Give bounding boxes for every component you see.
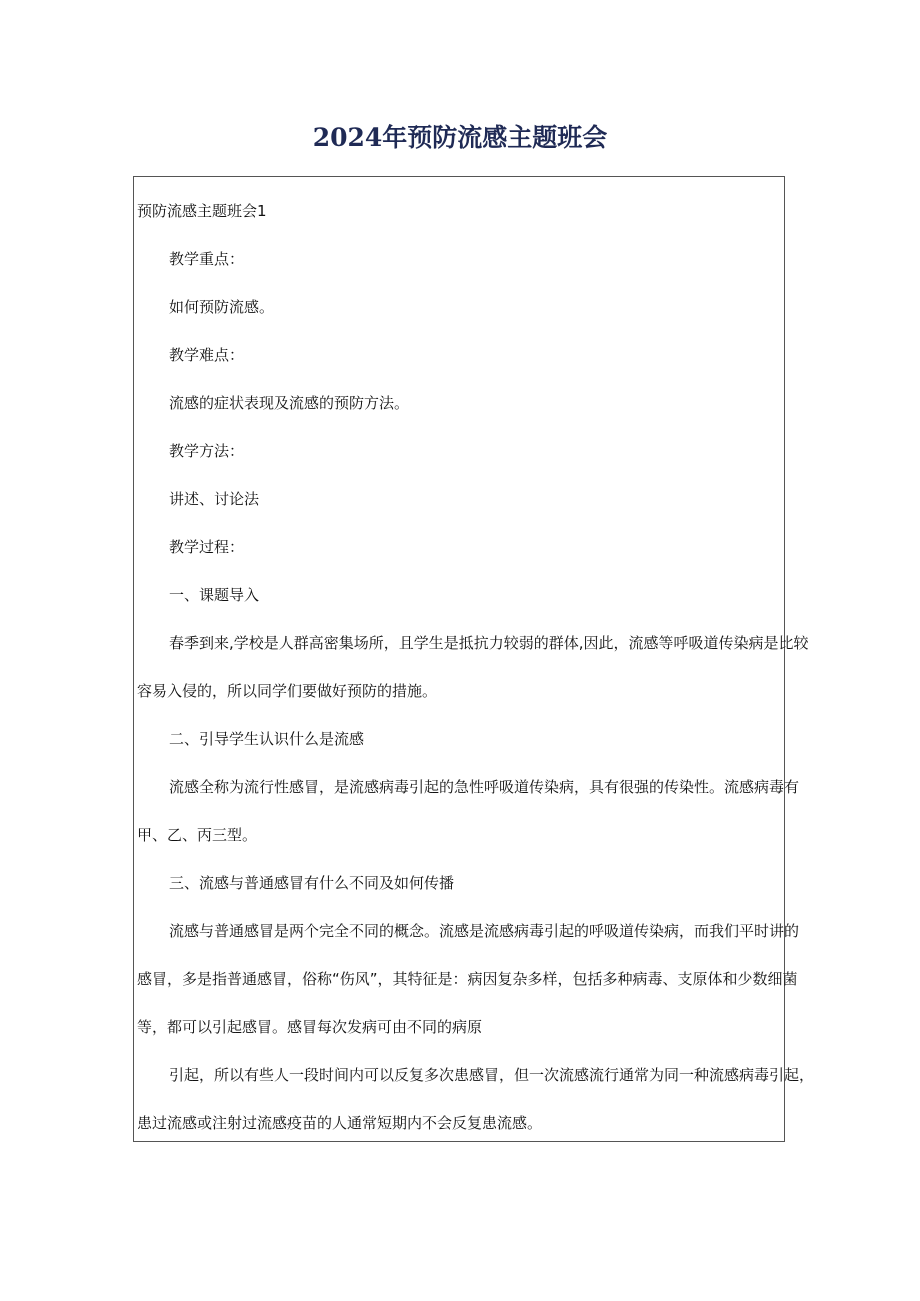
paragraph-line: 如何预防流感。 bbox=[169, 298, 275, 316]
paragraph-line: 三、流感与普通感冒有什么不同及如何传播 bbox=[169, 874, 455, 892]
section-heading: 预防流感主题班会1 bbox=[137, 202, 267, 220]
paragraph-line: 教学难点： bbox=[169, 346, 245, 364]
paragraph-line: 引起，所以有些人一段时间内可以反复多次患感冒，但一次流感流行通常为同一种流感病毒引起， bbox=[169, 1066, 815, 1084]
paragraph-line: 患过流感或注射过流感疫苗的人通常短期内不会反复患流感。 bbox=[137, 1114, 543, 1132]
paragraph-line: 流感与普通感冒是两个完全不同的概念。流感是流感病毒引起的呼吸道传染病，而我们平时讲的 bbox=[169, 922, 800, 940]
paragraph-line: 春季到来,学校是人群高密集场所，且学生是抵抗力较弱的群体,因此，流感等呼吸道传染病是比较 bbox=[169, 634, 809, 652]
document-title: 2024年预防流感主题班会 bbox=[312, 123, 608, 152]
paragraph-line: 教学方法： bbox=[169, 442, 245, 460]
paragraph-line: 讲述、讨论法 bbox=[169, 490, 260, 508]
paragraph-line: 一、课题导入 bbox=[169, 586, 260, 604]
paragraph-line: 流感的症状表现及流感的预防方法。 bbox=[169, 394, 410, 412]
paragraph-line: 教学重点： bbox=[169, 250, 245, 268]
paragraph-line: 甲、乙、丙三型。 bbox=[137, 826, 258, 844]
paragraph-line: 二、引导学生认识什么是流感 bbox=[169, 730, 365, 748]
paragraph-line: 等，都可以引起感冒。感冒每次发病可由不同的病原 bbox=[137, 1018, 483, 1036]
paragraph-line: 容易入侵的，所以同学们要做好预防的措施。 bbox=[137, 682, 438, 700]
content-frame bbox=[133, 176, 815, 1142]
paragraph-line: 流感全称为流行性感冒，是流感病毒引起的急性呼吸道传染病，具有很强的传染性。流感病毒有 bbox=[169, 778, 800, 796]
paragraph-line: 感冒，多是指普通感冒，俗称“伤风”，其特征是：病因复杂多样，包括多种病毒、支原体和少数细菌 bbox=[137, 970, 798, 988]
paragraph-line: 教学过程： bbox=[169, 538, 245, 556]
